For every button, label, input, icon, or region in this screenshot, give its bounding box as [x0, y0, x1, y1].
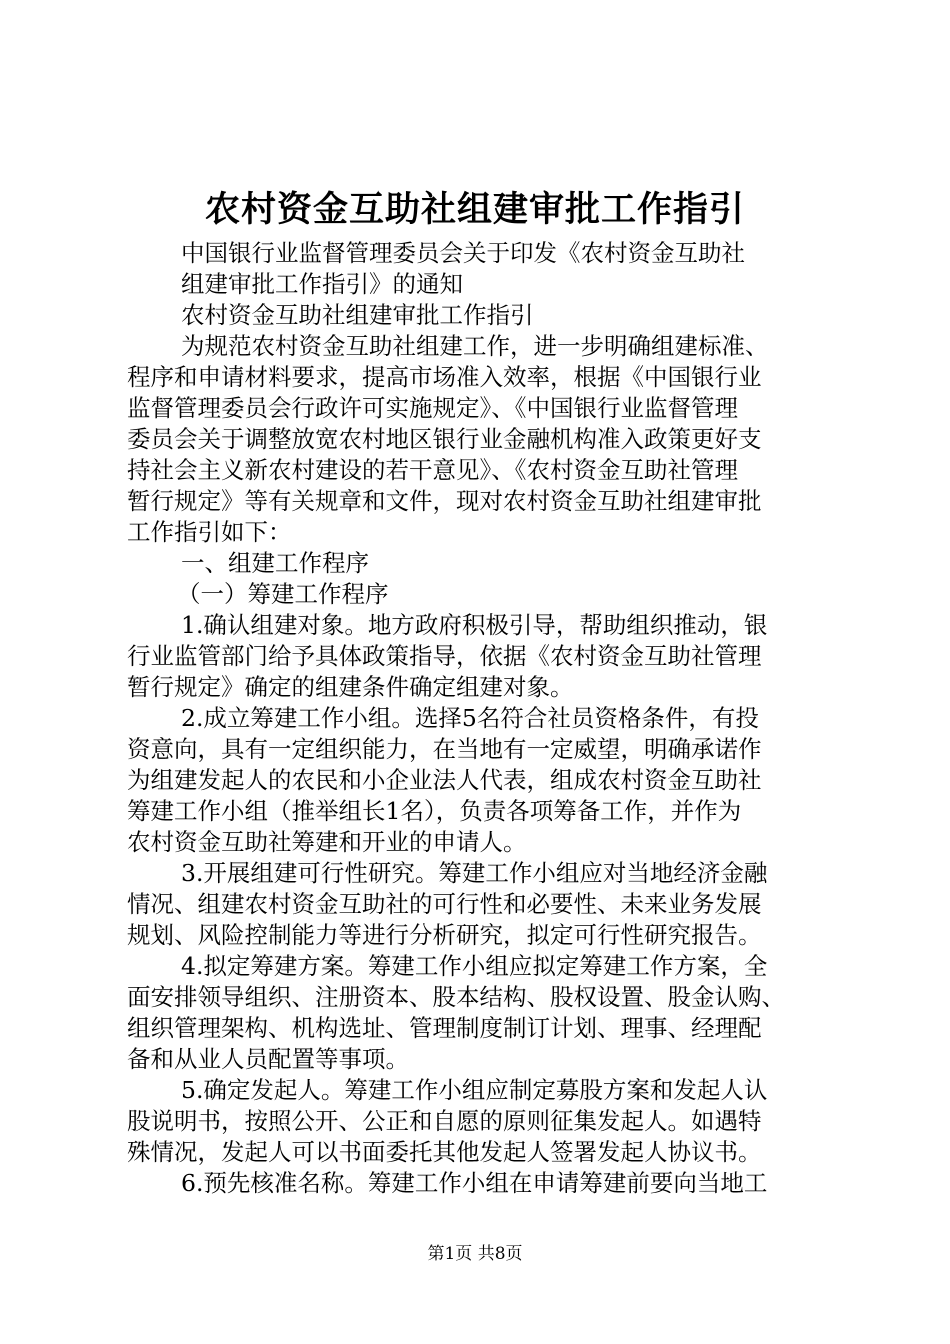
body-line: 农村资金互助社组建审批工作指引	[181, 301, 534, 329]
body-line: 4.拟定筹建方案。筹建工作小组应拟定筹建工作方案，全	[181, 952, 768, 980]
document-title: 农村资金互助社组建审批工作指引	[204, 189, 745, 230]
body-line: 组建审批工作指引》的通知	[181, 270, 463, 298]
body-line: 暂行规定》等有关规章和文件，现对农村资金互助社组建审批	[127, 487, 762, 515]
body-line: 筹建工作小组（推举组长1名），负责各项筹备工作，并作为	[127, 797, 742, 825]
body-line: 5.确定发起人。筹建工作小组应制定募股方案和发起人认	[181, 1076, 768, 1104]
page-footer: 第1页 共8页	[427, 1244, 523, 1264]
body-line: 规划、风险控制能力等进行分析研究，拟定可行性研究报告。	[127, 921, 762, 949]
body-line: 持社会主义新农村建设的若干意见》、《农村资金互助社管理	[127, 456, 738, 484]
body-line: 1.确认组建对象。地方政府积极引导，帮助组织推动，银	[181, 611, 768, 639]
body-line: 委员会关于调整放宽农村地区银行业金融机构准入政策更好支	[127, 425, 762, 453]
body-line: 情况、组建农村资金互助社的可行性和必要性、未来业务发展	[127, 890, 762, 918]
body-line: 2.成立筹建工作小组。选择5名符合社员资格条件，有投	[181, 704, 759, 732]
body-line: 为规范农村资金互助社组建工作，进一步明确组建标准、	[181, 332, 769, 360]
body-line: 监督管理委员会行政许可实施规定》、《中国银行业监督管理	[127, 394, 738, 422]
body-line: 农村资金互助社筹建和开业的申请人。	[127, 828, 527, 856]
body-line: 资意向，具有一定组织能力，在当地有一定威望，明确承诺作	[127, 735, 762, 763]
body-line: 3.开展组建可行性研究。筹建工作小组应对当地经济金融	[181, 859, 768, 887]
body-line: 面安排领导组织、注册资本、股本结构、股权设置、股金认购、	[127, 983, 785, 1011]
body-line: 6.预先核准名称。筹建工作小组在申请筹建前要向当地工	[181, 1169, 768, 1197]
body-line: 为组建发起人的农民和小企业法人代表，组成农村资金互助社	[127, 766, 762, 794]
body-line: 股说明书，按照公开、公正和自愿的原则征集发起人。如遇特	[127, 1107, 762, 1135]
body-line: 殊情况，发起人可以书面委托其他发起人签署发起人协议书。	[127, 1138, 762, 1166]
body-line: 备和从业人员配置等事项。	[127, 1045, 409, 1073]
body-line: 程序和申请材料要求，提高市场准入效率，根据《中国银行业	[127, 363, 762, 391]
body-line: 组织管理架构、机构选址、管理制度制订计划、理事、经理配	[127, 1014, 762, 1042]
body-line: 暂行规定》确定的组建条件确定组建对象。	[127, 673, 574, 701]
document-body	[127, 238, 839, 1199]
body-line: 中国银行业监督管理委员会关于印发《农村资金互助社	[181, 239, 745, 267]
body-line: 一、组建工作程序	[181, 549, 369, 577]
body-line: 行业监管部门给予具体政策指导，依据《农村资金互助社管理	[127, 642, 762, 670]
body-line: 工作指引如下：	[127, 518, 292, 546]
body-line: （一）筹建工作程序	[177, 580, 389, 608]
